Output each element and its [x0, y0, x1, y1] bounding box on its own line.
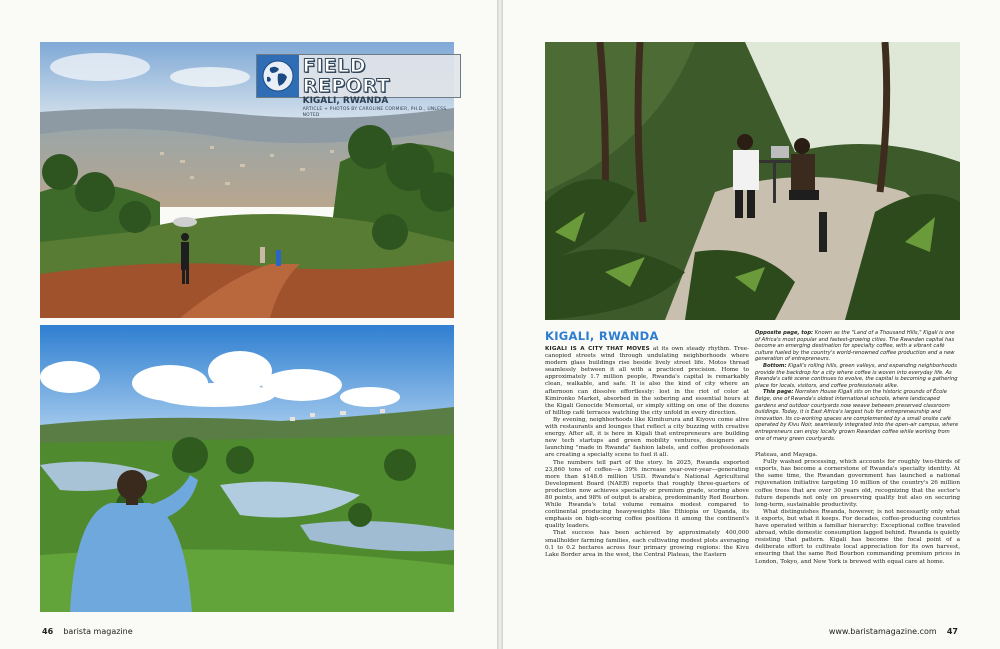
field-report-badge	[256, 54, 461, 118]
caption-paragraph: Bottom: Kigali's rolling hills, green valleys, and expanding neighborhoods provide the backdrop for a city where coffee is woven into everyday life. As Rwanda's café scene continues to evolve, the capital is becoming a gathering place for locals, visitors, and coffee professionals alike.	[755, 362, 958, 389]
caption-paragraph: This page: Norrsken House Kigali sits on the historic grounds of École Belge, one of Rwanda's oldest international schools, where landscaped gardens and outdoor courtyards now weave between preserved classroom buildings. Today, it is East Africa's largest hub for entrepreneurship and innovation. Its co-working spaces are complemented by a small onsite café operated by Kivu Noir, seamlessly integrated into the open-air campus, where entrepreneurs can enjoy locally grown Rwandan coffee while working from one of many green courtyards.	[755, 389, 959, 442]
article-body-continued	[755, 452, 960, 566]
left-page	[0, 0, 497, 649]
page-number-left: 46	[42, 627, 54, 636]
right-page	[503, 0, 1000, 649]
article-paragraph: KIGALI IS A CITY THAT MOVES at its own steady rhythm. Tree-canopied streets wind through undulating neighborhoods where modern glass buildings rise beside lively street life. Motos thread seamlessly between it all with a practiced precision. Home to approximately 1.7 million people, Rwanda's capital is remarkably clean, walkable, and safe. It is also the kind of city where an afternoon can dissolve effortlessly: lost in the riot of color at Kimironko Market, absorbed in the sobering and essential hours at the Kigali Genocide Memorial, or simply sitting on one of the dozens of hilltop café terraces watching the city unfold in every direction.	[545, 346, 750, 416]
photo-caption	[755, 330, 960, 442]
valley-wetland-photo	[40, 325, 454, 612]
left-folio	[42, 627, 133, 636]
article-headline: KIGALI, RWANDA	[545, 329, 659, 343]
article-paragraph: By evening, neighborhoods like Kimihurura and Kiyovu come alive with restaurants and lounges that reflect a city buzzing with creative energy. After all, it is here in Kigali that entrepreneurs are building new tech startups and green mobility ventures, designers are launching "made in Rwanda" fashion labels, and coffee professionals are creating a specialty scene to fuel it all.	[545, 416, 749, 459]
badge-credit: ARTICLE + PHOTOS BY CAROLINE CORMIER, PH.D., UNLESS NOTED	[302, 107, 447, 118]
right-folio	[829, 627, 958, 636]
article-column-1	[545, 330, 749, 559]
website-url: www.baristamagazine.com	[828, 627, 937, 636]
caption-paragraph: Opposite page, top: Known as the "Land of a Thousand Hills," Kigali is one of Africa's most popular and fastest-growing cities. The Rwandan capital has become an emerging destination for specialty coffee, with a vibrant café culture fueled by the country's world-renowned coffee production and a new generation of entrepreneurs.	[755, 330, 955, 363]
article-paragraph: What distinguishes Rwanda, however, is not necessarily only what it exports, but what it keeps. For decades, coffee-producing countries have operated within a familiar hierarchy: Exceptional coffee traveled abroad, while domestic consumption lagged behind. Rwanda is quietly resisting that pattern. Kigali has become the focal point of a deliberate effort to cultivate local appreciation for its own harvest, ensuring that the same Red Bourbon commanding premium prices in London, Tokyo, and New York is brewed with equal care at home.	[755, 508, 960, 565]
globe-icon	[257, 55, 299, 97]
article-column-2	[755, 330, 960, 566]
page-number-right: 47	[946, 627, 958, 636]
courtyard-cafe-photo	[545, 42, 960, 320]
publication-name: barista magazine	[63, 627, 133, 636]
article-paragraph: Plateau, and Mayaga.	[755, 452, 818, 459]
article-paragraph: Fully washed processing, which accounts for roughly two-thirds of exports, has become a cornerstone of Rwanda's specialty identity. At the same time, the Rwandan government has launched a national rejuvenation initiative targeting 10 million of the country's 26 million coffee trees that are over 30 years old, recognizing that the sector's future depends not only on preserving quality but also on securing long-term, sustainable productivity.	[755, 459, 960, 508]
badge-title: FIELD REPORT	[302, 55, 391, 97]
article-paragraph: The numbers tell part of the story. In 2025, Rwanda exported 23,860 tons of coffee—a 39% increase year-over-year—generating more than $148.6 million USD. Rwanda's National Agricultural Development Board (NAEB) reports that roughly three-quarters of production now achieves specialty or premium grade, scoring above 80 points, and 98% of output is arabica, predominantly Red Bourbon. While Rwanda's total volume remains modest compared to continental producing heavyweights like Ethiopia or Uganda, its emphasis on high-scoring coffee positions it among the continent's quality leaders.	[545, 459, 749, 530]
lead-in: KIGALI IS A CITY THAT MOVES	[545, 346, 650, 352]
badge-subtitle: KIGALI, RWANDA	[302, 96, 389, 106]
article-paragraph: That success has been achieved by approximately 400,000 smallholder farming families, each cultivating modest plots averaging 0.1 to 0.2 hectares across four primary growing regions: the Kivu Lake Border area in the west, the Central Plateau, the Eastern	[545, 530, 749, 558]
